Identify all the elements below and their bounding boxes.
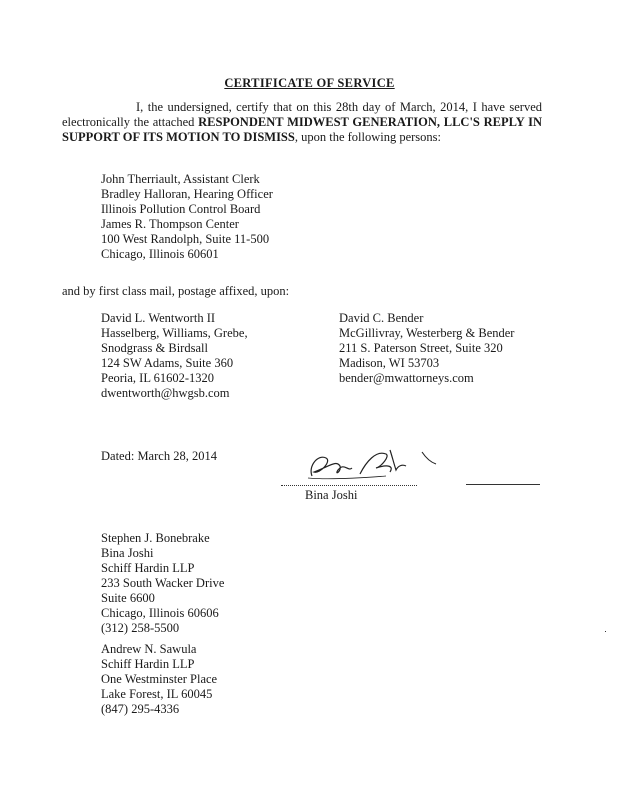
handwritten-signature: [290, 436, 450, 486]
mail-recipient-left: [101, 311, 248, 401]
address-line: Peoria, IL 61602-1320: [101, 371, 215, 385]
address-line: Stephen J. Bonebrake: [101, 531, 210, 545]
address-line: Snodgrass & Birdsall: [101, 341, 208, 355]
counsel-address-2: [101, 642, 217, 717]
email-address: bender@mwattorneys.com: [339, 371, 474, 385]
address-line: One Westminster Place: [101, 672, 218, 686]
address-line: Madison, WI 53703: [339, 356, 440, 370]
address-line: Illinois Pollution Control Board: [101, 202, 261, 216]
address-line: David L. Wentworth II: [101, 311, 216, 325]
address-line: 211 S. Paterson Street, Suite 320: [339, 341, 503, 355]
address-line: James R. Thompson Center: [101, 217, 239, 231]
phone-number: (312) 258-5500: [101, 621, 180, 635]
dated-line: Dated: March 28, 2014: [101, 449, 217, 463]
address-line: David C. Bender: [339, 311, 424, 325]
counsel-address-1: [101, 531, 224, 636]
address-line: Andrew N. Sawula: [101, 642, 197, 656]
address-line: Suite 6600: [101, 591, 155, 605]
address-line: Chicago, Illinois 60601: [101, 247, 219, 261]
signer-name: Bina Joshi: [305, 488, 358, 502]
address-line: Hasselberg, Williams, Grebe,: [101, 326, 248, 340]
document-title: RESPONDENT MIDWEST GENERATION, LLC'S REPLY IN SUPPORT OF ITS MOTION TO DISMISS: [62, 115, 542, 144]
address-line: Chicago, Illinois 60606: [101, 606, 219, 620]
address-line: Bradley Halloran, Hearing Officer: [101, 187, 273, 201]
certificate-title: CERTIFICATE OF SERVICE: [224, 76, 395, 90]
phone-number: (847) 295-4336: [101, 702, 180, 716]
address-line: McGillivray, Westerberg & Bender: [339, 326, 515, 340]
signature-line: [281, 485, 417, 486]
statement-text-end: , upon the following persons:: [294, 130, 442, 144]
email-address: dwentworth@hwgsb.com: [101, 386, 230, 400]
address-line: John Therriault, Assistant Clerk: [101, 172, 260, 186]
signature-line-right: [466, 484, 540, 485]
address-line: Schiff Hardin LLP: [101, 657, 195, 671]
statement-text-start: I, the undersigned, certify that on this 28th day of March, 2014, I have served electronically the attached: [62, 100, 542, 129]
address-line: Schiff Hardin LLP: [101, 561, 195, 575]
address-line: Lake Forest, IL 60045: [101, 687, 213, 701]
mail-recipient-right: [339, 311, 514, 386]
service-statement: [62, 100, 542, 145]
address-line: 100 West Randolph, Suite 11-500: [101, 232, 270, 246]
mail-intro: and by first class mail, postage affixed, upon:: [62, 284, 290, 298]
address-line: 233 South Wacker Drive: [101, 576, 225, 590]
scan-speck: [605, 631, 606, 632]
address-line: 124 SW Adams, Suite 360: [101, 356, 234, 370]
electronic-recipient-address: [101, 172, 273, 262]
address-line: Bina Joshi: [101, 546, 154, 560]
